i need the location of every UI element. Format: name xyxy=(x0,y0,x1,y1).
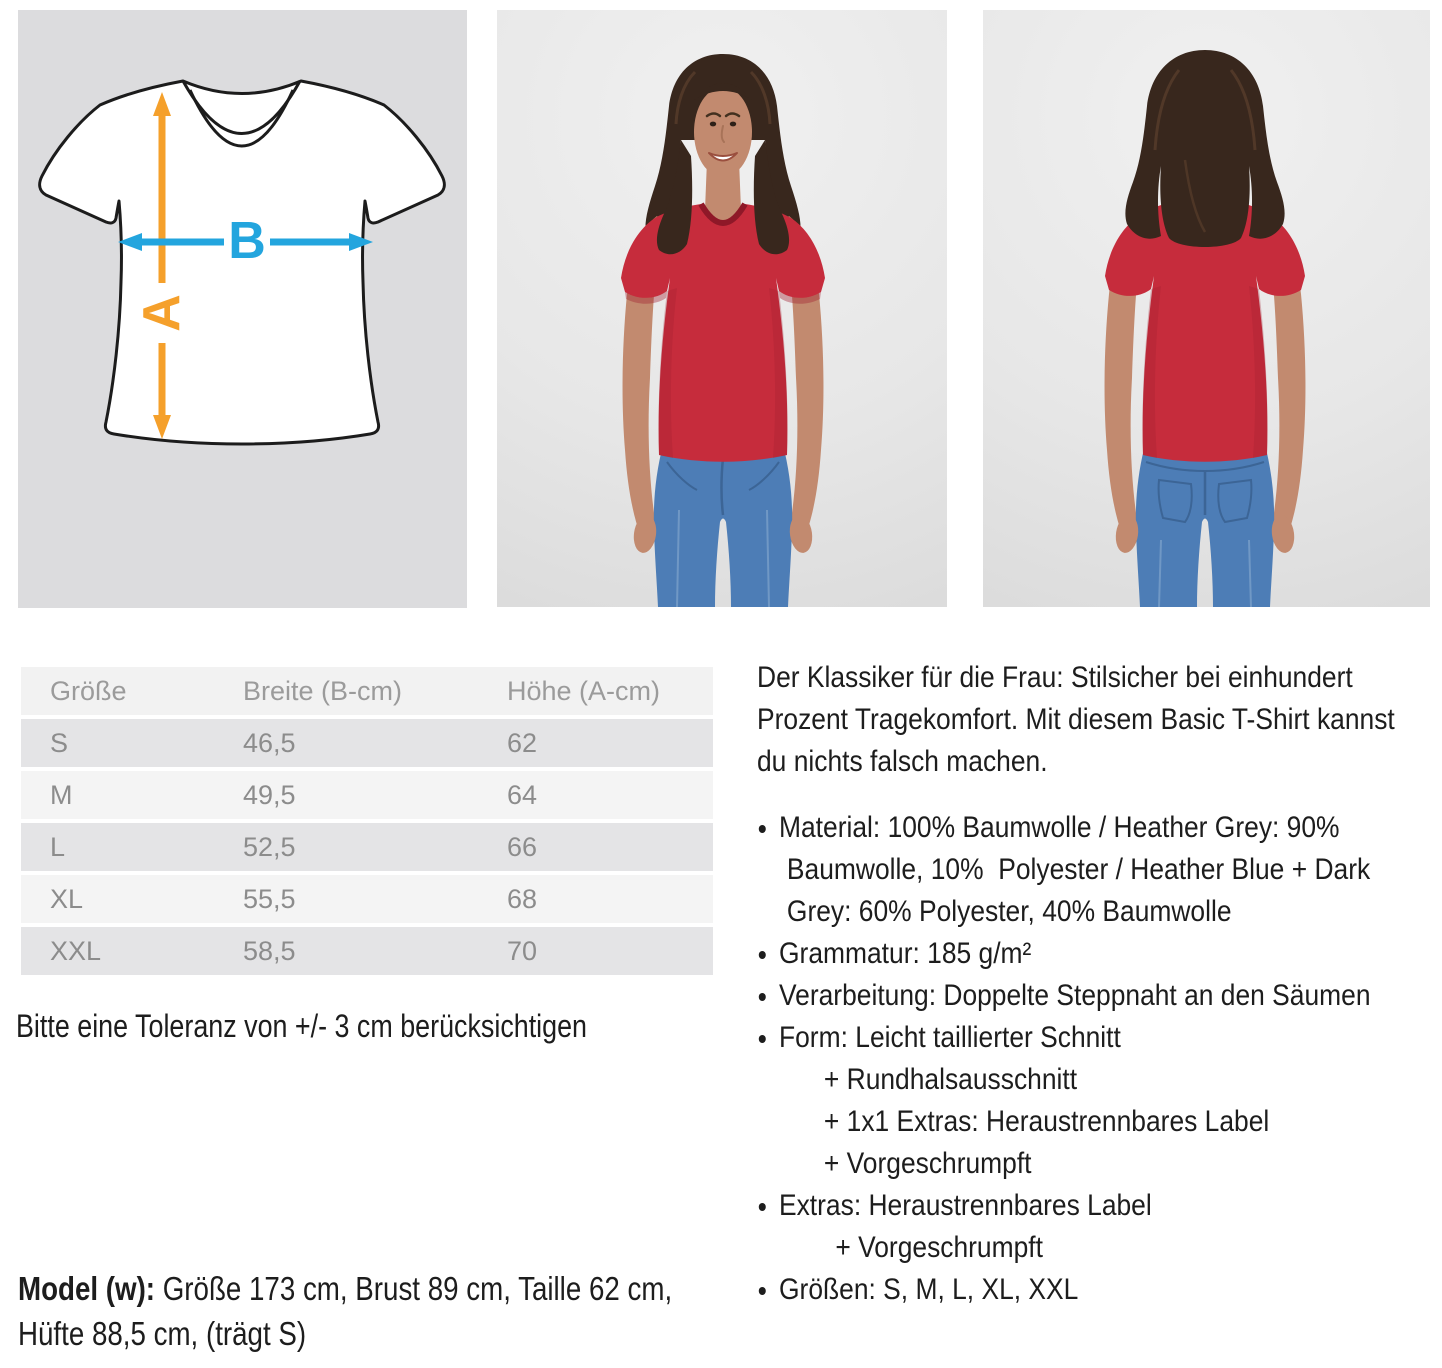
model-front-photo xyxy=(497,10,947,607)
model-info-line2: Hüfte 88,5 cm, (trägt S) xyxy=(18,1315,307,1352)
model-info xyxy=(18,1266,797,1356)
size-cell: M xyxy=(50,780,73,810)
model-back-photo xyxy=(983,10,1430,607)
description-item-text: + Vorgeschrumpft xyxy=(835,1231,1043,1264)
model-info-line1 xyxy=(18,1266,672,1311)
tshirt-measurement-diagram xyxy=(18,10,467,608)
description-intro-line: Der Klassiker für die Frau: Stilsicher bei einhundert xyxy=(757,661,1353,694)
description-bullet-item xyxy=(757,1269,1371,1311)
height-cell: 62 xyxy=(507,728,538,758)
bullet-dot-icon xyxy=(759,993,766,1001)
model-back-illustration xyxy=(983,10,1430,607)
description-bullet-item xyxy=(757,807,1371,849)
description-bullet-item xyxy=(757,1017,1371,1059)
description-item-text: + 1x1 Extras: Heraustrennbares Label xyxy=(823,1105,1270,1138)
bullet-dot-icon xyxy=(759,1035,766,1043)
description-intro-line: Prozent Tragekomfort. Mit diesem Basic T-Shirt kannst xyxy=(757,703,1395,736)
model-front-illustration xyxy=(497,10,947,607)
description-item-text: Größen: S, M, L, XL, XXL xyxy=(779,1273,1079,1306)
height-cell: 66 xyxy=(507,832,538,862)
description-item-text: Grammatur: 185 g/m² xyxy=(779,937,1032,970)
size-diagram-panel xyxy=(18,10,467,608)
bullet-dot-icon xyxy=(759,951,766,959)
description-bullet-item xyxy=(757,933,1371,975)
description-item-text: + Vorgeschrumpft xyxy=(823,1147,1032,1180)
label-b: B xyxy=(228,212,266,270)
size-table-row xyxy=(21,927,713,975)
description-sub-line xyxy=(757,891,1371,933)
description-sub-line xyxy=(757,1059,1371,1101)
size-table-row xyxy=(21,719,713,767)
bullet-dot-icon xyxy=(759,825,766,833)
label-a: A xyxy=(133,294,191,332)
height-cell: Höhe (A-cm) xyxy=(507,676,661,706)
size-table-row xyxy=(21,771,713,819)
height-cell: 70 xyxy=(507,936,538,966)
description-item-text: + Rundhalsausschnitt xyxy=(823,1063,1078,1096)
size-cell: S xyxy=(50,728,69,758)
height-cell: 68 xyxy=(507,884,538,914)
size-cell: L xyxy=(50,832,66,862)
width-cell: Breite (B-cm) xyxy=(243,676,403,706)
bullet-dot-icon xyxy=(759,1203,766,1211)
size-table-row xyxy=(21,875,713,923)
description-item-text: Baumwolle, 10% Polyester / Heather Blue + Dark xyxy=(786,853,1371,886)
size-table-row xyxy=(21,823,713,871)
tolerance-note: Bitte eine Toleranz von +/- 3 cm berücksichtigen xyxy=(16,1008,588,1044)
size-cell: XL xyxy=(50,884,84,914)
bullet-dot-icon xyxy=(759,1287,766,1295)
description-bullet-item xyxy=(757,1185,1371,1227)
description-bullet-item xyxy=(757,975,1371,1017)
description-item-text: Grey: 60% Polyester, 40% Baumwolle xyxy=(786,895,1232,928)
size-cell: XXL xyxy=(50,936,102,966)
description-sub-line xyxy=(757,849,1371,891)
model-info-label: Model (w): xyxy=(18,1270,156,1307)
model-info-measurements: Größe 173 cm, Brust 89 cm, Taille 62 cm, xyxy=(155,1270,673,1307)
width-cell: 58,5 xyxy=(243,936,296,966)
description-item-text: Extras: Heraustrennbares Label xyxy=(779,1189,1152,1222)
width-cell: 49,5 xyxy=(243,780,296,810)
description-intro-line: du nichts falsch machen. xyxy=(757,745,1048,778)
description-item-text: Verarbeitung: Doppelte Steppnaht an den Säumen xyxy=(779,979,1371,1012)
height-cell: 64 xyxy=(507,780,538,810)
description-item-text: Material: 100% Baumwolle / Heather Grey: 90% xyxy=(779,811,1340,844)
width-cell: 55,5 xyxy=(243,884,296,914)
width-cell: 46,5 xyxy=(243,728,296,758)
size-table-header-row xyxy=(21,667,713,715)
description-item-text: Form: Leicht taillierter Schnitt xyxy=(779,1021,1121,1054)
description-sub-line xyxy=(757,1227,1371,1269)
size-table xyxy=(21,667,713,975)
description-sub-line xyxy=(757,1101,1371,1143)
description-intro xyxy=(757,657,1442,783)
description-sub-line xyxy=(757,1143,1371,1185)
description-bullet-list xyxy=(757,807,1442,1311)
width-cell: 52,5 xyxy=(243,832,296,862)
size-cell: Größe xyxy=(50,676,127,706)
